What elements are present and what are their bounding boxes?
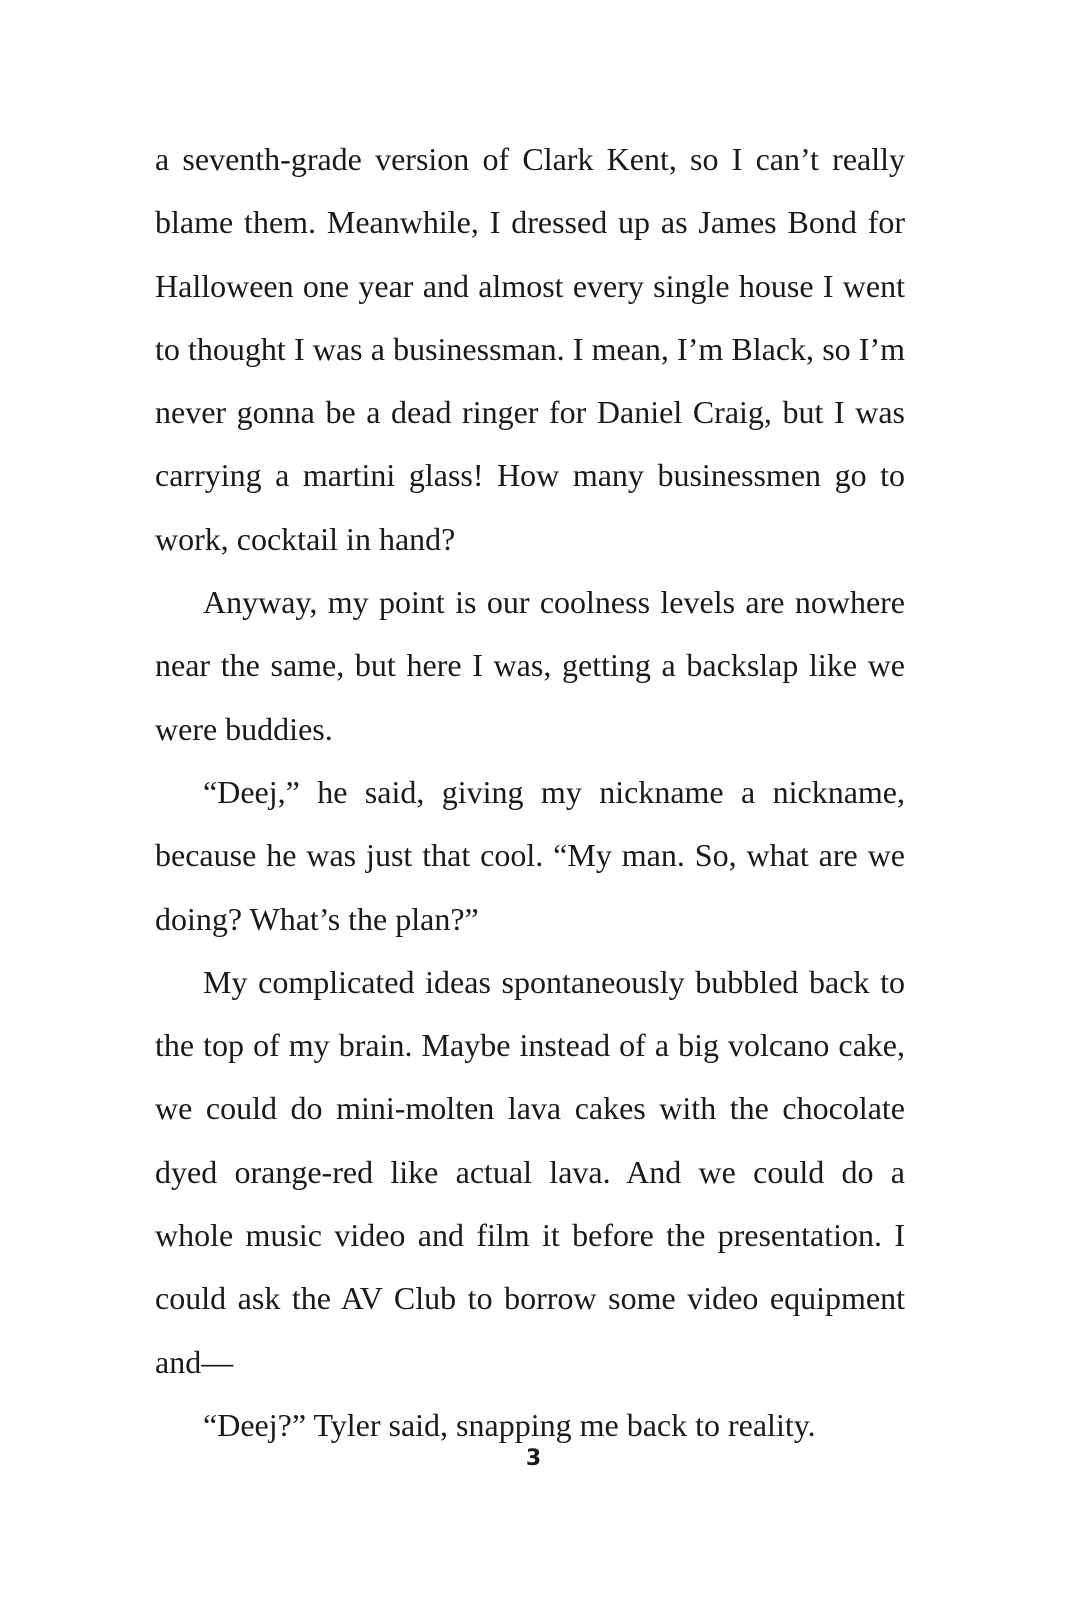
paragraph-4: My complicated ideas spontaneously bubbled back to the top of my brain. Maybe instead of a big volcano cake, we could do mini-molten lava cakes with the chocolate dyed orange-red like actual lava. And we could do a whole music video and film it before the presentation. I could ask the AV Club to borrow some video equipment and— (155, 963, 905, 1380)
page-number: 3 (525, 1446, 542, 1471)
paragraph-5: “Deej?” Tyler said, snapping me back to reality. (203, 1406, 816, 1443)
body-text (155, 128, 905, 1457)
paragraph-2: Anyway, my point is our coolness levels are nowhere near the same, but here I was, getting a backslap like we were buddies. (155, 584, 905, 747)
paragraph-3: “Deej,” he said, giving my nickname a nickname, because he was just that cool. “My man. So, what are we doing? What’s the plan?” (155, 773, 905, 937)
paragraph-1: a seventh-grade version of Clark Kent, so I can’t really blame them. Meanwhile, I dressed up as James Bond for Halloween one year and almost every single house I went to thought I was a businessman. I mean, I’m Black, so I’m never gonna be a dead ringer for Daniel Craig, but I was carrying a martini glass! How many businessmen go to work, cocktail in hand? (155, 141, 905, 557)
